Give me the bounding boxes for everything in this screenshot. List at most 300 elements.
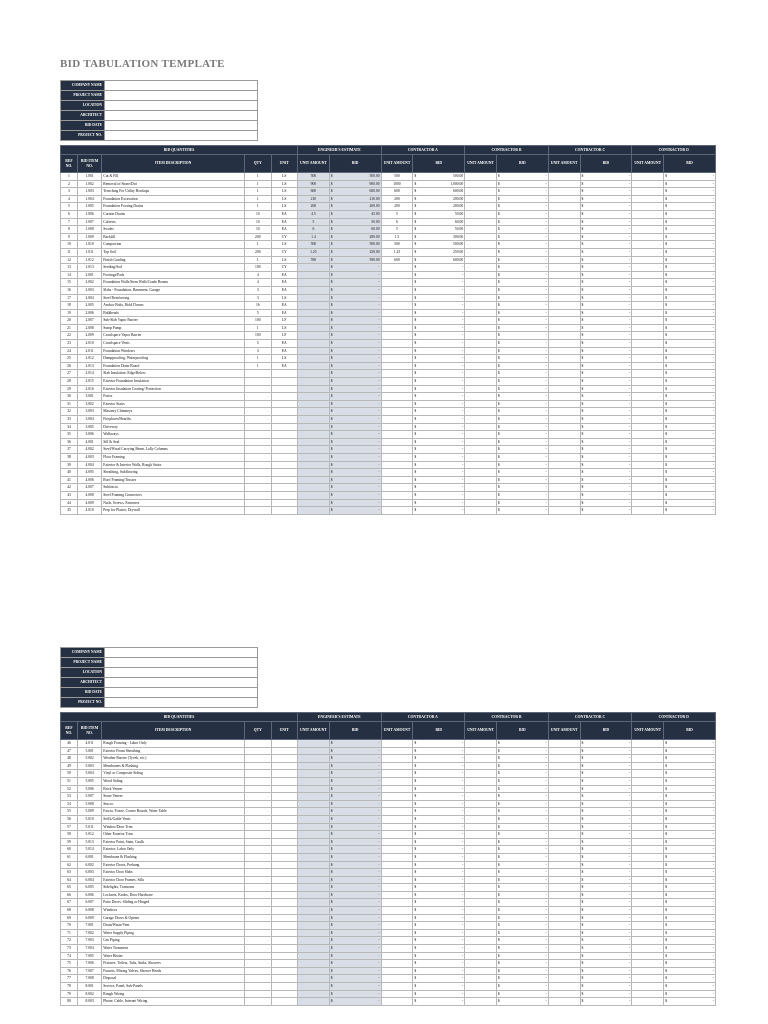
currency-symbol: $ xyxy=(497,492,500,497)
currency-symbol: $ xyxy=(330,189,333,194)
currency-symbol: $ xyxy=(497,295,500,300)
bid-item-no-cell: 2.002 xyxy=(77,279,101,287)
bid-amount: - xyxy=(629,257,631,262)
item-description-cell: Exterior & Interior Walls, Rough Stairs xyxy=(102,461,245,469)
bid-amount-cell xyxy=(329,370,381,378)
contractor-a-unit-amount-cell xyxy=(381,785,413,793)
currency-symbol: $ xyxy=(497,801,500,806)
contractor-unit-amount-cell xyxy=(465,983,497,991)
contractor-unit-amount-cell xyxy=(465,453,497,461)
qty-cell xyxy=(245,967,271,975)
unit-cell: LS xyxy=(271,355,298,363)
engineer-unit-amount-cell xyxy=(298,846,330,854)
bid-header: BID xyxy=(580,155,632,173)
bid-amount: 50.00 xyxy=(454,227,464,232)
bid-item-no-cell: 7.005 xyxy=(77,952,101,960)
currency-symbol: $ xyxy=(665,968,667,973)
contractor-unit-amount-cell xyxy=(632,408,664,416)
bid-item-no-cell: 8.002 xyxy=(77,990,101,998)
bid-amount: - xyxy=(712,748,714,753)
bid-amount-cell xyxy=(580,945,632,953)
bid-amount: - xyxy=(629,741,631,745)
qty-cell xyxy=(245,899,271,907)
info-value[interactable] xyxy=(105,698,258,708)
contractor-unit-amount-cell xyxy=(545,385,580,393)
bid-amount: - xyxy=(461,417,464,421)
bid-amount-cell xyxy=(664,755,716,763)
bid-amount-cell xyxy=(580,416,632,424)
bid-amount-cell xyxy=(329,793,381,801)
bid-amount-cell xyxy=(664,823,716,831)
bid-amount-cell xyxy=(496,188,548,196)
engineer-unit-amount-cell: 210 xyxy=(298,195,330,203)
bid-amount: - xyxy=(545,756,547,761)
table-row xyxy=(61,952,716,960)
bid-amount-cell xyxy=(413,241,465,249)
bid-amount: - xyxy=(545,885,547,890)
bid-amount-cell xyxy=(580,241,632,249)
currency-symbol: $ xyxy=(665,930,667,935)
bid-amount: - xyxy=(712,249,714,254)
bid-amount-cell xyxy=(664,400,716,408)
currency-symbol: $ xyxy=(581,211,584,216)
item-description-cell: Weather Barrier (Tyvek, etc.) xyxy=(102,755,245,763)
ref-no-cell: 5 xyxy=(61,203,78,211)
item-description-cell: Steel/Wood Carrying Beam, Lally Columns xyxy=(102,446,245,454)
unit-cell xyxy=(271,393,298,401)
bid-amount: - xyxy=(378,847,380,852)
engineer-unit-amount-cell xyxy=(298,831,330,839)
contractor-a-unit-amount-cell xyxy=(381,869,413,877)
contractor-unit-amount-cell xyxy=(632,195,664,203)
bid-amount: - xyxy=(712,908,714,913)
bid-amount: - xyxy=(378,999,380,1004)
item-description-cell: Trenching For Utility Hookups xyxy=(102,188,245,196)
bid-amount: - xyxy=(378,333,380,338)
currency-symbol: $ xyxy=(581,341,584,346)
info-value[interactable] xyxy=(105,81,258,91)
contractor-unit-amount-cell xyxy=(465,340,497,348)
bid-amount: - xyxy=(545,968,547,973)
currency-symbol: $ xyxy=(414,386,417,391)
bid-amount-cell xyxy=(413,438,465,446)
ref-no-cell: 65 xyxy=(61,884,78,892)
bid-amount-cell xyxy=(413,740,465,748)
bid-amount: - xyxy=(545,424,547,429)
bid-amount-cell xyxy=(329,983,381,991)
currency-symbol: $ xyxy=(414,204,417,209)
engineer-unit-amount-cell xyxy=(298,507,330,515)
bid-amount-cell xyxy=(496,476,548,484)
item-description-cell: Foundation Excavation xyxy=(102,195,245,203)
bid-amount: - xyxy=(629,265,631,270)
table-row xyxy=(61,998,716,1006)
bid-amount-cell xyxy=(329,332,381,340)
bid-amount: - xyxy=(629,847,631,852)
table-row xyxy=(61,241,716,249)
qty-cell: 100 xyxy=(245,332,271,340)
info-value[interactable] xyxy=(105,111,258,121)
bid-amount: - xyxy=(712,816,714,821)
bid-amount-cell xyxy=(329,195,381,203)
bid-amount: - xyxy=(461,984,464,988)
engineer-unit-amount-cell xyxy=(298,453,330,461)
currency-symbol: $ xyxy=(665,318,667,323)
info-row xyxy=(61,81,258,91)
engineer-unit-amount-cell: 500 xyxy=(298,173,330,181)
contractor-unit-amount-cell xyxy=(632,340,664,348)
bid-amount: - xyxy=(629,778,631,783)
bid-item-no-cell: 4.007 xyxy=(77,484,101,492)
bid-amount: - xyxy=(545,854,547,859)
currency-symbol: $ xyxy=(330,923,333,928)
bid-amount-cell xyxy=(496,340,548,348)
bid-item-no-cell: 7.007 xyxy=(77,967,101,975)
bid-amount: - xyxy=(629,938,631,943)
bid-amount-cell xyxy=(329,808,381,816)
unit-cell xyxy=(271,914,298,922)
table-row xyxy=(61,347,716,355)
bid-amount: - xyxy=(629,508,631,513)
contractor-unit-amount-cell xyxy=(465,279,497,287)
currency-symbol: $ xyxy=(414,447,417,452)
project-info-table xyxy=(60,647,258,708)
contractor-unit-amount-cell xyxy=(632,808,664,816)
bid-amount-cell xyxy=(580,484,632,492)
contractor-unit-amount-cell xyxy=(545,431,580,439)
bid-item-no-cell: 4.009 xyxy=(77,499,101,507)
item-description-cell: Membrane & Flashing xyxy=(102,853,245,861)
currency-symbol: $ xyxy=(581,778,584,783)
currency-symbol: $ xyxy=(330,816,333,821)
bid-amount-cell xyxy=(664,884,716,892)
bid-quantities-header: BID QUANTITIES xyxy=(61,713,298,722)
bid-amount-cell xyxy=(413,800,465,808)
unit-cell xyxy=(271,446,298,454)
bid-amount: - xyxy=(629,854,631,859)
qty-cell xyxy=(245,499,271,507)
contractor-unit-amount-cell xyxy=(632,446,664,454)
currency-symbol: $ xyxy=(414,991,417,996)
table-row xyxy=(61,332,716,340)
currency-symbol: $ xyxy=(497,847,500,852)
item-description-cell: Stucco xyxy=(102,800,245,808)
contractor-unit-amount-cell xyxy=(632,469,664,477)
bid-item-no-cell: 5.014 xyxy=(77,846,101,854)
contractor-unit-amount-cell xyxy=(545,400,580,408)
bid-amount-cell xyxy=(413,777,465,785)
currency-symbol: $ xyxy=(581,953,584,958)
bid-amount: - xyxy=(378,447,380,452)
currency-symbol: $ xyxy=(665,257,667,262)
currency-symbol: $ xyxy=(581,847,584,852)
currency-symbol: $ xyxy=(330,211,333,216)
contractor-unit-amount-cell xyxy=(632,324,664,332)
currency-symbol: $ xyxy=(581,310,584,315)
bid-amount-cell xyxy=(413,431,465,439)
qty-cell xyxy=(245,815,271,823)
currency-symbol: $ xyxy=(330,930,333,935)
bid-amount-cell xyxy=(496,355,548,363)
contractor-unit-amount-cell xyxy=(632,831,664,839)
contractor-unit-amount-cell xyxy=(545,823,580,831)
bid-amount-cell xyxy=(580,355,632,363)
bid-amount-cell xyxy=(664,952,716,960)
contractor-unit-amount-cell xyxy=(465,461,497,469)
bid-amount-cell xyxy=(496,846,548,854)
bid-amount: - xyxy=(629,877,631,882)
contractor-unit-amount-cell xyxy=(632,861,664,869)
item-description-cell: Fascia, Frieze, Corner Boards, Water Table xyxy=(102,808,245,816)
bid-amount-cell xyxy=(329,899,381,907)
currency-symbol: $ xyxy=(497,386,500,391)
bid-amount-cell xyxy=(496,740,548,748)
contractor-unit-amount-cell xyxy=(545,484,580,492)
unit-cell: CY xyxy=(271,248,298,256)
bid-amount-cell xyxy=(580,762,632,770)
qty-cell: 1 xyxy=(245,241,271,249)
contractor-unit-amount-cell xyxy=(632,233,664,241)
bid-amount-cell xyxy=(580,740,632,748)
qty-cell xyxy=(245,937,271,945)
info-value[interactable] xyxy=(105,648,258,658)
ref-no-cell: 1 xyxy=(61,173,78,181)
unit-cell xyxy=(271,960,298,968)
currency-symbol: $ xyxy=(581,371,584,376)
currency-symbol: $ xyxy=(665,417,667,421)
info-value[interactable] xyxy=(105,131,258,141)
contractor-unit-amount-cell xyxy=(545,907,580,915)
unit-cell xyxy=(271,453,298,461)
qty-cell xyxy=(245,952,271,960)
bid-amount-cell xyxy=(580,846,632,854)
currency-symbol: $ xyxy=(581,249,584,254)
contractor-unit-amount-cell xyxy=(465,317,497,325)
currency-symbol: $ xyxy=(497,930,500,935)
engineer-unit-amount-cell xyxy=(298,884,330,892)
bid-amount: - xyxy=(712,847,714,852)
currency-symbol: $ xyxy=(665,991,667,996)
contractor-unit-amount-cell xyxy=(465,990,497,998)
info-value[interactable] xyxy=(105,121,258,131)
currency-symbol: $ xyxy=(581,386,584,391)
contractor-a-unit-amount-cell xyxy=(381,777,413,785)
currency-symbol: $ xyxy=(414,363,417,368)
table-row xyxy=(61,286,716,294)
info-label: BID DATE xyxy=(61,121,105,131)
bid-amount-cell xyxy=(413,233,465,241)
bid-amount: - xyxy=(378,976,380,981)
bid-amount-cell xyxy=(496,747,548,755)
bid-amount-cell xyxy=(329,385,381,393)
qty-cell xyxy=(245,469,271,477)
bid-amount: - xyxy=(629,325,631,330)
bid-item-no-cell: 1.001 xyxy=(77,173,101,181)
contractor-unit-amount-cell xyxy=(465,302,497,310)
info-value[interactable] xyxy=(105,101,258,111)
engineer-unit-amount-cell xyxy=(298,838,330,846)
currency-symbol: $ xyxy=(414,946,417,951)
ref-no-cell: 6 xyxy=(61,210,78,218)
contractor-unit-amount-cell xyxy=(465,975,497,983)
ref-no-cell: 19 xyxy=(61,309,78,317)
bid-amount-cell xyxy=(580,983,632,991)
ref-no-cell: 39 xyxy=(61,461,78,469)
contractor-d-header: CONTRACTOR D xyxy=(632,713,716,722)
bid-amount: - xyxy=(712,946,714,951)
contractor-unit-amount-cell xyxy=(545,233,580,241)
contractor-a-unit-amount-cell xyxy=(381,446,413,454)
bid-amount-cell xyxy=(496,286,548,294)
contractor-unit-amount-cell xyxy=(545,777,580,785)
ref-no-cell: 38 xyxy=(61,453,78,461)
currency-symbol: $ xyxy=(497,189,500,194)
bid-amount-cell xyxy=(664,869,716,877)
qty-cell xyxy=(245,785,271,793)
bid-amount-cell xyxy=(664,960,716,968)
engineer-unit-amount-cell xyxy=(298,777,330,785)
info-value[interactable] xyxy=(105,658,258,668)
bid-amount-cell xyxy=(413,747,465,755)
unit-cell xyxy=(271,793,298,801)
bid-amount: - xyxy=(629,953,631,958)
bid-amount: - xyxy=(629,432,631,437)
contractor-a-unit-amount-cell xyxy=(381,815,413,823)
contractor-unit-amount-cell xyxy=(465,998,497,1006)
currency-symbol: $ xyxy=(581,832,584,837)
bid-amount-cell xyxy=(329,960,381,968)
contractor-unit-amount-cell xyxy=(632,226,664,234)
bid-amount: - xyxy=(545,394,547,399)
unit-cell: LS xyxy=(271,173,298,181)
contractor-unit-amount-cell xyxy=(545,446,580,454)
contractor-unit-amount-cell xyxy=(465,286,497,294)
engineer-unit-amount-cell xyxy=(298,785,330,793)
contractor-a-unit-amount-cell: 5 xyxy=(381,210,413,218)
qty-cell: 3 xyxy=(245,294,271,302)
currency-symbol: $ xyxy=(414,242,417,247)
currency-symbol: $ xyxy=(497,394,500,399)
currency-symbol: $ xyxy=(497,477,500,482)
qty-cell: 5 xyxy=(245,309,271,317)
unit-cell xyxy=(271,785,298,793)
contractor-a-unit-amount-cell xyxy=(381,793,413,801)
contractor-unit-amount-cell xyxy=(465,929,497,937)
engineer-unit-amount-cell xyxy=(298,324,330,332)
currency-symbol: $ xyxy=(330,196,333,201)
bid-amount-cell xyxy=(664,438,716,446)
bid-amount-cell xyxy=(413,884,465,892)
bid-amount: 60.00 xyxy=(454,219,464,224)
contractor-unit-amount-cell xyxy=(632,499,664,507)
bid-amount-cell xyxy=(413,461,465,469)
bid-amount: - xyxy=(629,756,631,761)
bid-amount-cell xyxy=(580,195,632,203)
bid-amount-cell xyxy=(329,998,381,1006)
info-value[interactable] xyxy=(105,668,258,678)
info-value[interactable] xyxy=(105,688,258,698)
currency-symbol: $ xyxy=(665,379,667,384)
info-value[interactable] xyxy=(105,91,258,101)
bid-amount: - xyxy=(545,318,547,323)
bid-amount: - xyxy=(545,401,547,406)
contractor-a-unit-amount-cell xyxy=(381,423,413,431)
contractor-a-unit-amount-cell xyxy=(381,891,413,899)
currency-symbol: $ xyxy=(330,991,333,996)
bid-amount: - xyxy=(712,462,714,467)
bid-amount: 200.00 xyxy=(369,204,380,209)
qty-cell xyxy=(245,484,271,492)
ref-no-cell: 46 xyxy=(61,740,78,748)
item-description-cell: Sump Pump xyxy=(102,324,245,332)
currency-symbol: $ xyxy=(497,417,500,421)
table-row xyxy=(61,907,716,915)
contractor-unit-amount-cell xyxy=(545,914,580,922)
bid-amount: - xyxy=(378,310,380,315)
bid-amount: - xyxy=(629,900,631,905)
bid-amount: - xyxy=(712,439,714,444)
contractor-unit-amount-cell xyxy=(545,469,580,477)
contractor-unit-amount-cell xyxy=(545,983,580,991)
contractor-unit-amount-cell xyxy=(465,188,497,196)
ref-no-cell: 31 xyxy=(61,400,78,408)
contractor-unit-amount-cell xyxy=(465,740,497,748)
bid-amount-cell xyxy=(413,907,465,915)
currency-symbol: $ xyxy=(497,371,500,376)
bid-amount-cell xyxy=(580,785,632,793)
currency-symbol: $ xyxy=(497,454,500,459)
bid-amount-cell xyxy=(329,362,381,370)
ref-no-cell: 13 xyxy=(61,264,78,272)
currency-symbol: $ xyxy=(414,265,417,270)
unit-cell xyxy=(271,967,298,975)
contractor-unit-amount-cell xyxy=(632,975,664,983)
engineer-unit-amount-cell xyxy=(298,362,330,370)
currency-symbol: $ xyxy=(581,816,584,821)
currency-symbol: $ xyxy=(330,832,333,837)
currency-symbol: $ xyxy=(665,401,667,406)
contractor-a-unit-amount-cell xyxy=(381,340,413,348)
unit-cell: LF xyxy=(271,317,298,325)
contractor-unit-amount-cell xyxy=(465,960,497,968)
contractor-a-unit-amount-cell xyxy=(381,294,413,302)
engineer-unit-amount-cell xyxy=(298,400,330,408)
contractor-unit-amount-cell xyxy=(545,340,580,348)
info-value[interactable] xyxy=(105,678,258,688)
bid-item-no-cell: 3.005 xyxy=(77,423,101,431)
bid-amount-cell xyxy=(496,446,548,454)
bid-amount-cell xyxy=(580,907,632,915)
qty-cell: 1 xyxy=(245,324,271,332)
currency-symbol: $ xyxy=(665,786,667,791)
bid-amount-cell xyxy=(580,393,632,401)
qty-header: QTY xyxy=(245,155,271,173)
currency-symbol: $ xyxy=(497,272,500,277)
bid-amount-cell xyxy=(413,256,465,264)
ref-no-cell: 62 xyxy=(61,861,78,869)
bid-amount: - xyxy=(461,325,464,330)
currency-symbol: $ xyxy=(330,470,333,475)
currency-symbol: $ xyxy=(330,854,333,859)
bid-amount-cell xyxy=(329,233,381,241)
ref-no-cell: 43 xyxy=(61,491,78,499)
bid-amount: - xyxy=(712,189,714,194)
bid-amount: 300.00 xyxy=(453,234,464,239)
contractor-a-unit-amount-cell: 600 xyxy=(381,256,413,264)
engineer-unit-amount-cell xyxy=(298,264,330,272)
bid-amount: - xyxy=(545,303,547,308)
qty-cell xyxy=(245,884,271,892)
